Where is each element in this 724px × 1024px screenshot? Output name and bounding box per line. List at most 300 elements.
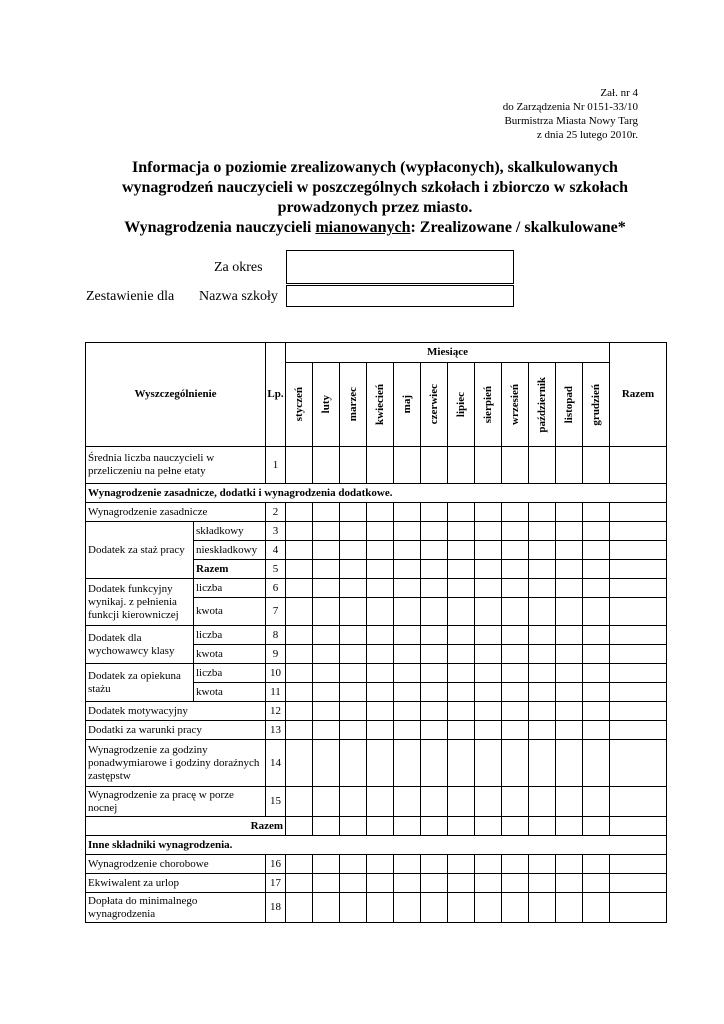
- document-title: [60, 158, 690, 238]
- value-cell[interactable]: [448, 626, 475, 645]
- title-line: wynagrodzeń nauczycieli w poszczególnych szkołach i zbiorczo w szkołach: [121, 179, 629, 196]
- value-cell[interactable]: [502, 598, 529, 626]
- value-cell[interactable]: [583, 721, 610, 740]
- value-cell[interactable]: [529, 626, 556, 645]
- value-cell[interactable]: [340, 855, 367, 874]
- value-cell[interactable]: [421, 740, 448, 787]
- month-header: [394, 363, 421, 447]
- value-cell[interactable]: [610, 874, 667, 893]
- value-cell[interactable]: [313, 740, 340, 787]
- value-cell[interactable]: [313, 855, 340, 874]
- value-cell[interactable]: [475, 447, 502, 484]
- value-cell[interactable]: [448, 503, 475, 522]
- value-cell[interactable]: [475, 598, 502, 626]
- value-cell[interactable]: [286, 560, 313, 579]
- value-cell[interactable]: [556, 740, 583, 787]
- value-cell[interactable]: [448, 817, 475, 836]
- value-cell[interactable]: [556, 522, 583, 541]
- table-row: [86, 664, 667, 683]
- value-cell[interactable]: [340, 893, 367, 923]
- value-cell[interactable]: [340, 702, 367, 721]
- value-cell[interactable]: [421, 522, 448, 541]
- value-cell[interactable]: [583, 598, 610, 626]
- value-cell[interactable]: [421, 817, 448, 836]
- value-cell[interactable]: [610, 598, 667, 626]
- summary-label: Zestawienie dla: [86, 289, 175, 304]
- value-cell[interactable]: [313, 598, 340, 626]
- value-cell[interactable]: [556, 683, 583, 702]
- value-cell[interactable]: [502, 560, 529, 579]
- value-cell[interactable]: [556, 598, 583, 626]
- school-label: Nazwa szkoły: [199, 289, 278, 304]
- value-cell[interactable]: [367, 598, 394, 626]
- value-cell[interactable]: [421, 645, 448, 664]
- value-cell[interactable]: [556, 664, 583, 683]
- value-cell[interactable]: [340, 683, 367, 702]
- annex-reference: [503, 86, 638, 142]
- value-cell[interactable]: [367, 787, 394, 817]
- value-cell[interactable]: [394, 874, 421, 893]
- value-cell[interactable]: [610, 522, 667, 541]
- value-cell[interactable]: [529, 598, 556, 626]
- school-name-field[interactable]: [286, 285, 514, 307]
- value-cell[interactable]: [502, 683, 529, 702]
- value-cell[interactable]: [421, 560, 448, 579]
- row-sublabel: kwota: [194, 683, 266, 702]
- value-cell[interactable]: [556, 702, 583, 721]
- value-cell[interactable]: [502, 645, 529, 664]
- value-cell[interactable]: [583, 579, 610, 598]
- value-cell[interactable]: [610, 541, 667, 560]
- value-cell[interactable]: [286, 874, 313, 893]
- value-cell[interactable]: [583, 702, 610, 721]
- column-header-description: Wyszczególnienie: [86, 343, 266, 447]
- value-cell[interactable]: [286, 522, 313, 541]
- month-header: [448, 363, 475, 447]
- value-cell[interactable]: [313, 893, 340, 923]
- period-field[interactable]: [286, 250, 514, 284]
- value-cell[interactable]: [475, 740, 502, 787]
- value-cell[interactable]: [313, 721, 340, 740]
- value-cell[interactable]: [610, 683, 667, 702]
- value-cell[interactable]: [556, 855, 583, 874]
- value-cell[interactable]: [340, 522, 367, 541]
- value-cell[interactable]: [394, 560, 421, 579]
- month-label: sierpień: [481, 385, 494, 424]
- value-cell[interactable]: [421, 503, 448, 522]
- value-cell[interactable]: [448, 874, 475, 893]
- value-cell[interactable]: [475, 702, 502, 721]
- value-cell[interactable]: [313, 787, 340, 817]
- value-cell[interactable]: [313, 626, 340, 645]
- lp-cell: 4: [266, 541, 286, 560]
- row-sublabel: Razem: [194, 560, 266, 579]
- value-cell[interactable]: [286, 740, 313, 787]
- value-cell[interactable]: [340, 626, 367, 645]
- value-cell[interactable]: [421, 683, 448, 702]
- value-cell[interactable]: [529, 579, 556, 598]
- value-cell[interactable]: [583, 874, 610, 893]
- row-sublabel: składkowy: [194, 522, 266, 541]
- value-cell[interactable]: [610, 503, 667, 522]
- value-cell[interactable]: [394, 740, 421, 787]
- value-cell[interactable]: [475, 721, 502, 740]
- value-cell[interactable]: [556, 874, 583, 893]
- title-emphasis: mianowanych: [315, 219, 411, 236]
- value-cell[interactable]: [610, 721, 667, 740]
- value-cell[interactable]: [367, 645, 394, 664]
- value-cell[interactable]: [475, 626, 502, 645]
- value-cell[interactable]: [475, 579, 502, 598]
- value-cell[interactable]: [340, 817, 367, 836]
- month-header: [529, 363, 556, 447]
- value-cell[interactable]: [583, 560, 610, 579]
- value-cell[interactable]: [502, 740, 529, 787]
- value-cell[interactable]: [610, 447, 667, 484]
- value-cell[interactable]: [340, 874, 367, 893]
- value-cell[interactable]: [286, 787, 313, 817]
- value-cell[interactable]: [556, 626, 583, 645]
- value-cell[interactable]: [529, 541, 556, 560]
- value-cell[interactable]: [286, 447, 313, 484]
- value-cell[interactable]: [313, 503, 340, 522]
- value-cell[interactable]: [394, 683, 421, 702]
- value-cell[interactable]: [448, 541, 475, 560]
- value-cell[interactable]: [583, 447, 610, 484]
- value-cell[interactable]: [556, 503, 583, 522]
- value-cell[interactable]: [475, 817, 502, 836]
- value-cell[interactable]: [475, 645, 502, 664]
- value-cell[interactable]: [286, 855, 313, 874]
- value-cell[interactable]: [367, 893, 394, 923]
- value-cell[interactable]: [367, 664, 394, 683]
- value-cell[interactable]: [421, 447, 448, 484]
- section-heading: Wynagrodzenie zasadnicze, dodatki i wynagrodzenia dodatkowe.: [86, 484, 667, 503]
- value-cell[interactable]: [529, 447, 556, 484]
- table-row: [86, 740, 667, 787]
- value-cell[interactable]: [313, 645, 340, 664]
- value-cell[interactable]: [502, 447, 529, 484]
- value-cell[interactable]: [583, 740, 610, 787]
- value-cell[interactable]: [475, 664, 502, 683]
- value-cell[interactable]: [610, 893, 667, 923]
- value-cell[interactable]: [556, 579, 583, 598]
- value-cell[interactable]: [394, 503, 421, 522]
- value-cell[interactable]: [394, 579, 421, 598]
- value-cell[interactable]: [448, 664, 475, 683]
- value-cell[interactable]: [448, 721, 475, 740]
- value-cell[interactable]: [529, 683, 556, 702]
- value-cell[interactable]: [286, 645, 313, 664]
- value-cell[interactable]: [394, 893, 421, 923]
- value-cell[interactable]: [529, 855, 556, 874]
- column-header-total: Razem: [610, 343, 667, 447]
- value-cell[interactable]: [340, 664, 367, 683]
- value-cell[interactable]: [340, 740, 367, 787]
- value-cell[interactable]: [610, 560, 667, 579]
- value-cell[interactable]: [367, 740, 394, 787]
- value-cell[interactable]: [583, 626, 610, 645]
- value-cell[interactable]: [313, 874, 340, 893]
- value-cell[interactable]: [367, 683, 394, 702]
- value-cell[interactable]: [475, 787, 502, 817]
- value-cell[interactable]: [502, 721, 529, 740]
- month-label: kwiecień: [373, 384, 386, 425]
- value-cell[interactable]: [313, 447, 340, 484]
- value-cell[interactable]: [394, 447, 421, 484]
- value-cell[interactable]: [610, 645, 667, 664]
- lp-cell: 3: [266, 522, 286, 541]
- value-cell[interactable]: [448, 787, 475, 817]
- value-cell[interactable]: [421, 893, 448, 923]
- value-cell[interactable]: [313, 817, 340, 836]
- value-cell[interactable]: [475, 522, 502, 541]
- value-cell[interactable]: [286, 598, 313, 626]
- value-cell[interactable]: [583, 893, 610, 923]
- value-cell[interactable]: [529, 645, 556, 664]
- value-cell[interactable]: [583, 664, 610, 683]
- value-cell[interactable]: [286, 893, 313, 923]
- value-cell[interactable]: [502, 855, 529, 874]
- value-cell[interactable]: [313, 560, 340, 579]
- value-cell[interactable]: [448, 447, 475, 484]
- month-header: [421, 363, 448, 447]
- value-cell[interactable]: [286, 664, 313, 683]
- value-cell[interactable]: [448, 645, 475, 664]
- value-cell[interactable]: [448, 740, 475, 787]
- value-cell[interactable]: [448, 683, 475, 702]
- value-cell[interactable]: [367, 721, 394, 740]
- value-cell[interactable]: [583, 683, 610, 702]
- value-cell[interactable]: [448, 702, 475, 721]
- value-cell[interactable]: [502, 893, 529, 923]
- value-cell[interactable]: [286, 683, 313, 702]
- value-cell[interactable]: [610, 579, 667, 598]
- value-cell[interactable]: [529, 721, 556, 740]
- value-cell[interactable]: [286, 817, 313, 836]
- value-cell[interactable]: [502, 626, 529, 645]
- period-label: Za okres: [214, 260, 263, 275]
- value-cell[interactable]: [313, 683, 340, 702]
- value-cell[interactable]: [421, 579, 448, 598]
- value-cell[interactable]: [556, 645, 583, 664]
- value-cell[interactable]: [367, 874, 394, 893]
- value-cell[interactable]: [340, 503, 367, 522]
- month-label: lipiec: [454, 391, 467, 418]
- value-cell[interactable]: [394, 702, 421, 721]
- value-cell[interactable]: [421, 721, 448, 740]
- month-label: styczeń: [292, 387, 305, 422]
- value-cell[interactable]: [394, 721, 421, 740]
- value-cell[interactable]: [340, 598, 367, 626]
- month-header: [367, 363, 394, 447]
- value-cell[interactable]: [286, 541, 313, 560]
- month-header: [583, 363, 610, 447]
- value-cell[interactable]: [421, 626, 448, 645]
- value-cell[interactable]: [610, 664, 667, 683]
- value-cell[interactable]: [556, 541, 583, 560]
- value-cell[interactable]: [529, 874, 556, 893]
- value-cell[interactable]: [367, 503, 394, 522]
- value-cell[interactable]: [313, 702, 340, 721]
- table-row: [86, 721, 667, 740]
- value-cell[interactable]: [556, 447, 583, 484]
- value-cell[interactable]: [340, 787, 367, 817]
- value-cell[interactable]: [394, 787, 421, 817]
- value-cell[interactable]: [448, 579, 475, 598]
- value-cell[interactable]: [286, 503, 313, 522]
- value-cell[interactable]: [394, 522, 421, 541]
- value-cell[interactable]: [448, 855, 475, 874]
- value-cell[interactable]: [556, 817, 583, 836]
- value-cell[interactable]: [367, 579, 394, 598]
- lp-cell: 9: [266, 645, 286, 664]
- value-cell[interactable]: [475, 874, 502, 893]
- value-cell[interactable]: [529, 702, 556, 721]
- value-cell[interactable]: [313, 541, 340, 560]
- value-cell[interactable]: [340, 579, 367, 598]
- row-label: Wynagrodzenie za godziny ponadwymiarowe i godziny doraźnych zastępstw: [86, 740, 266, 787]
- value-cell[interactable]: [583, 787, 610, 817]
- table-row: [86, 447, 667, 484]
- value-cell[interactable]: [313, 579, 340, 598]
- value-cell[interactable]: [583, 503, 610, 522]
- value-cell[interactable]: [502, 664, 529, 683]
- value-cell[interactable]: [529, 560, 556, 579]
- value-cell[interactable]: [340, 721, 367, 740]
- value-cell[interactable]: [502, 503, 529, 522]
- value-cell[interactable]: [475, 503, 502, 522]
- value-cell[interactable]: [367, 702, 394, 721]
- value-cell[interactable]: [529, 664, 556, 683]
- value-cell[interactable]: [340, 541, 367, 560]
- value-cell[interactable]: [502, 702, 529, 721]
- value-cell[interactable]: [367, 522, 394, 541]
- value-cell[interactable]: [556, 721, 583, 740]
- value-cell[interactable]: [610, 817, 667, 836]
- value-cell[interactable]: [421, 541, 448, 560]
- row-label: Dodatek za opiekuna stażu: [86, 664, 194, 702]
- value-cell[interactable]: [421, 787, 448, 817]
- value-cell[interactable]: [610, 702, 667, 721]
- value-cell[interactable]: [367, 541, 394, 560]
- value-cell[interactable]: [421, 702, 448, 721]
- value-cell[interactable]: [529, 817, 556, 836]
- value-cell[interactable]: [502, 541, 529, 560]
- value-cell[interactable]: [502, 817, 529, 836]
- value-cell[interactable]: [475, 893, 502, 923]
- value-cell[interactable]: [394, 598, 421, 626]
- value-cell[interactable]: [475, 541, 502, 560]
- value-cell[interactable]: [556, 893, 583, 923]
- value-cell[interactable]: [313, 522, 340, 541]
- value-cell[interactable]: [475, 683, 502, 702]
- value-cell[interactable]: [394, 541, 421, 560]
- row-label: Dodatki za warunki pracy: [86, 721, 266, 740]
- lp-cell: 2: [266, 503, 286, 522]
- title-fragment: Wynagrodzenia nauczycieli: [124, 219, 316, 236]
- row-label: Dodatek za staż pracy: [86, 522, 194, 579]
- lp-cell: 11: [266, 683, 286, 702]
- lp-cell: 8: [266, 626, 286, 645]
- value-cell[interactable]: [367, 447, 394, 484]
- row-sublabel: nieskładkowy: [194, 541, 266, 560]
- value-cell[interactable]: [502, 522, 529, 541]
- row-sublabel: kwota: [194, 645, 266, 664]
- value-cell[interactable]: [583, 541, 610, 560]
- month-header: [475, 363, 502, 447]
- value-cell[interactable]: [340, 645, 367, 664]
- month-label: luty: [319, 395, 332, 414]
- table-row: [86, 855, 667, 874]
- row-label: Dodatek motywacyjny: [86, 702, 266, 721]
- value-cell[interactable]: [610, 626, 667, 645]
- value-cell[interactable]: [286, 579, 313, 598]
- value-cell[interactable]: [529, 787, 556, 817]
- value-cell[interactable]: [502, 874, 529, 893]
- value-cell[interactable]: [421, 664, 448, 683]
- month-label: październik: [535, 376, 548, 433]
- value-cell[interactable]: [286, 721, 313, 740]
- value-cell[interactable]: [475, 560, 502, 579]
- value-cell[interactable]: [421, 855, 448, 874]
- value-cell[interactable]: [529, 893, 556, 923]
- value-cell[interactable]: [583, 817, 610, 836]
- row-sublabel: kwota: [194, 598, 266, 626]
- value-cell[interactable]: [394, 645, 421, 664]
- value-cell[interactable]: [448, 893, 475, 923]
- value-cell[interactable]: [610, 740, 667, 787]
- value-cell[interactable]: [610, 787, 667, 817]
- value-cell[interactable]: [394, 855, 421, 874]
- value-cell[interactable]: [394, 626, 421, 645]
- value-cell[interactable]: [610, 855, 667, 874]
- value-cell[interactable]: [448, 522, 475, 541]
- value-cell[interactable]: [394, 817, 421, 836]
- value-cell[interactable]: [583, 522, 610, 541]
- value-cell[interactable]: [529, 522, 556, 541]
- value-cell[interactable]: [475, 855, 502, 874]
- month-label: maj: [400, 395, 413, 414]
- value-cell[interactable]: [583, 855, 610, 874]
- value-cell[interactable]: [502, 787, 529, 817]
- month-label: listopad: [562, 385, 575, 424]
- value-cell[interactable]: [448, 560, 475, 579]
- value-cell[interactable]: [583, 645, 610, 664]
- value-cell[interactable]: [556, 560, 583, 579]
- value-cell[interactable]: [286, 626, 313, 645]
- value-cell[interactable]: [367, 855, 394, 874]
- value-cell[interactable]: [340, 560, 367, 579]
- value-cell[interactable]: [313, 664, 340, 683]
- value-cell[interactable]: [448, 598, 475, 626]
- month-label: wrzesień: [508, 384, 521, 425]
- value-cell[interactable]: [367, 817, 394, 836]
- value-cell[interactable]: [286, 702, 313, 721]
- value-cell[interactable]: [367, 560, 394, 579]
- value-cell[interactable]: [421, 598, 448, 626]
- annex-line: Burmistrza Miasta Nowy Targ: [504, 115, 638, 127]
- value-cell[interactable]: [529, 503, 556, 522]
- value-cell[interactable]: [502, 579, 529, 598]
- value-cell[interactable]: [421, 874, 448, 893]
- value-cell[interactable]: [340, 447, 367, 484]
- value-cell[interactable]: [529, 740, 556, 787]
- lp-cell: 13: [266, 721, 286, 740]
- value-cell[interactable]: [394, 664, 421, 683]
- value-cell[interactable]: [556, 787, 583, 817]
- value-cell[interactable]: [367, 626, 394, 645]
